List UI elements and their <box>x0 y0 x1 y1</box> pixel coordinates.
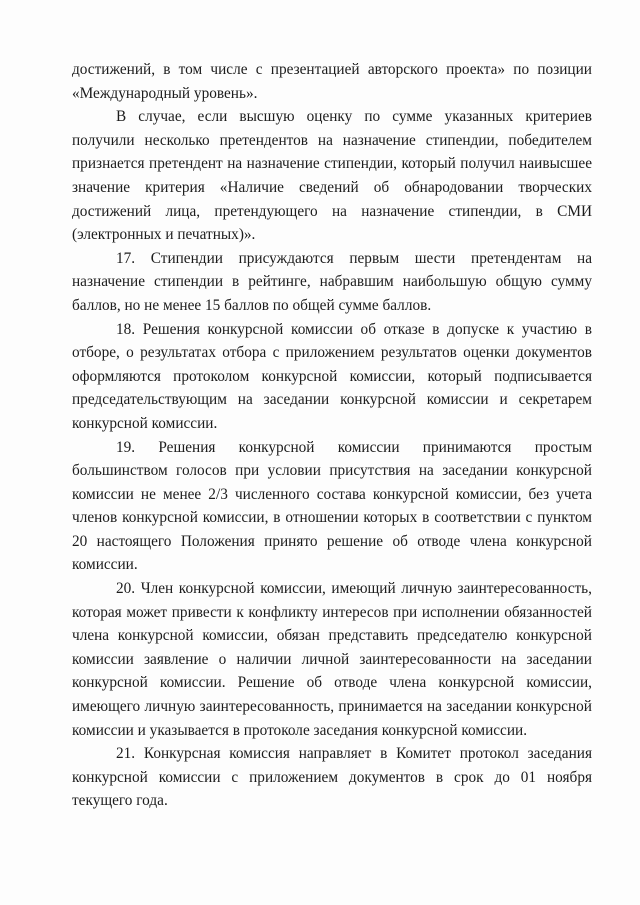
paragraph-continuation: достижений, в том числе с презентацией авторского проекта» по позиции «Международный уровень». <box>72 61 592 102</box>
paragraph-tiebreak: В случае, если высшую оценку по сумме указанных критериев получили несколько претендентов на назначение стипендии, победителем признается претендент на назначение стипендии, который получил наивысшее значение критерия «Наличие сведений об обнародовании творческих достижений лица, претендующего на назначение стипендии, в СМИ (электронных и печатных)». <box>72 108 592 244</box>
document-body <box>72 58 592 813</box>
paragraph-21: 21. Конкурсная комиссия направляет в Комитет протокол заседания конкурсной комиссии с приложением документов в срок до 01 ноября текущего года. <box>72 745 592 810</box>
paragraph-20: 20. Член конкурсной комиссии, имеющий личную заинтересованность, которая может привести к конфликту интересов при исполнении обязанностей члена конкурсной комиссии, обязан представить председателю конкурсной комиссии заявление о наличии личной заинтересованности на заседании конкурсной комиссии. Решение об отводе члена конкурсной комиссии, имеющего личную заинтересованность, принимается на заседании конкурсной комиссии и указывается в протоколе заседания конкурсной комиссии. <box>72 580 592 739</box>
paragraph-18: 18. Решения конкурсной комиссии об отказе в допуске к участию в отборе, о результатах отбора с приложением результатов оценки документов оформляются протоколом конкурсной комиссии, который подписывается председательствующим на заседании конкурсной комиссии и секретарем конкурсной комиссии. <box>72 320 592 432</box>
paragraph-19: 19. Решения конкурсной комиссии принимаются простым большинством голосов при условии присутствия на заседании конкурсной комиссии не менее 2/3 численного состава конкурсной комиссии, без учета членов конкурсной комиссии, в отношении которых в соответствии с пунктом 20 настоящего Положения принято решение об отводе члена конкурсной комиссии. <box>72 438 592 574</box>
paragraph-17: 17. Стипендии присуждаются первым шести претендентам на назначение стипендии в рейтинге, набравшим наибольшую общую сумму баллов, но не менее 15 баллов по общей сумме баллов. <box>72 249 592 314</box>
